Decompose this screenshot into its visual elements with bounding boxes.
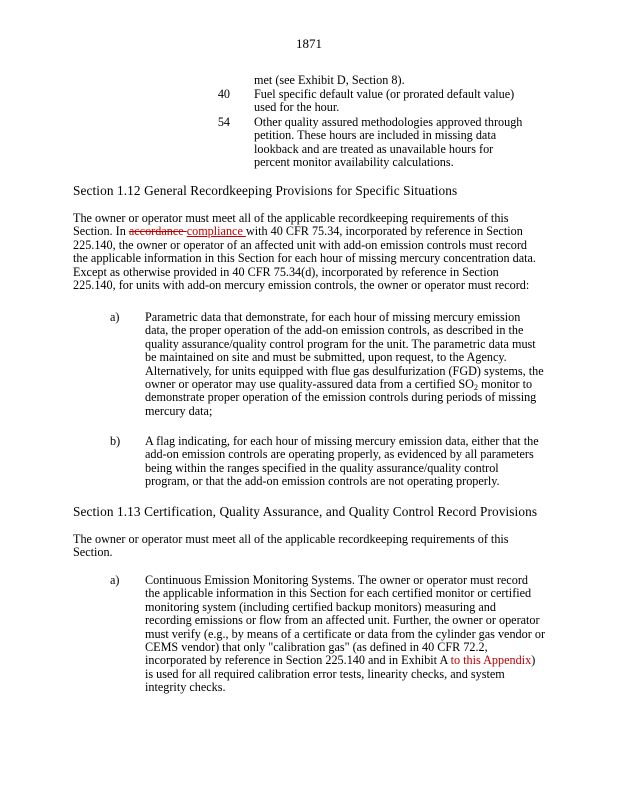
page-number: 1871	[296, 36, 322, 51]
code-text-continued: met (see Exhibit D, Section 8).	[254, 73, 405, 87]
section-112-item-b: A flag indicating, for each hour of missing mercury emission data, either that the add-on emission controls are operating properly, as evidenced by all parameters being within the ranges specified in the quality assurance/quality control program, or that the add-on emission controls are not operating properly.	[145, 434, 539, 489]
section-113-heading: Section 1.13 Certification, Quality Assurance, and Quality Control Record Provisions	[73, 504, 538, 519]
inserted-text: compliance	[186, 224, 246, 239]
section-112-heading: Section 1.12 General Recordkeeping Provisions for Specific Situations	[73, 183, 458, 198]
item-label: b)	[110, 434, 121, 448]
section-113-item-a: Continuous Emission Monitoring Systems. The owner or operator must record the applicable information in this Section for each certified monitor or certified monitoring system (including certified backup monitors) measuring and recording emissions or flow from an affected unit. Further, the owner or operator must verify (e.g., by means of a certificate or data from the cylinder gas vendor or CEMS vendor) that only "calibration gas" (as defined in 40 CFR 72.2, incorporated by reference in Section 225.140 and in Exhibit A to this Appendix) is used for all required calibration error tests, linearity checks, and system integrity checks.	[145, 573, 546, 695]
code-number: 40	[217, 87, 230, 101]
code-text: Fuel specific default value (or prorated default value) used for the hour.	[254, 87, 515, 115]
deleted-text: accordance	[128, 224, 187, 239]
inserted-text: to this Appendix	[447, 653, 532, 668]
item-label: a)	[110, 573, 120, 587]
item-label: a)	[110, 310, 120, 324]
section-113-paragraph: The owner or operator must meet all of the applicable recordkeeping requirements of this Section.	[73, 532, 509, 560]
section-112-paragraph: The owner or operator must meet all of the applicable recordkeeping requirements of this Section. In accordance compliance with 40 CFR 75.34, incorporated by reference in Section 225.140, the owner or operator of an affected unit with add-on emission controls must record the applicable information in this Section for each hour of missing mercury concentration data. Except as otherwise provided in 40 CFR 75.34(d), incorporated by reference in Section 225.140, for units with add-on mercury emission controls, the owner or operator must record:	[73, 211, 536, 293]
code-number: 54	[217, 115, 230, 129]
section-112-item-a: Parametric data that demonstrate, for each hour of missing mercury emission data, the proper operation of the add-on emission controls, as described in the quality assurance/quality control program for the unit. The parametric data must be maintained on site and must be submitted, upon request, to the Agency. Alternatively, for units equipped with flue gas desulfurization (FGD) systems, the owner or operator may use quality-assured data from a certified $SO_2$ monitor to demonstrate proper operation of the emission controls during periods of missing mercury data;	[145, 310, 544, 418]
code-text: Other quality assured methodologies approved through petition. These hours are included in missing data lookback and are treated as unavailable hours for percent monitor availability calculations.	[254, 115, 523, 170]
